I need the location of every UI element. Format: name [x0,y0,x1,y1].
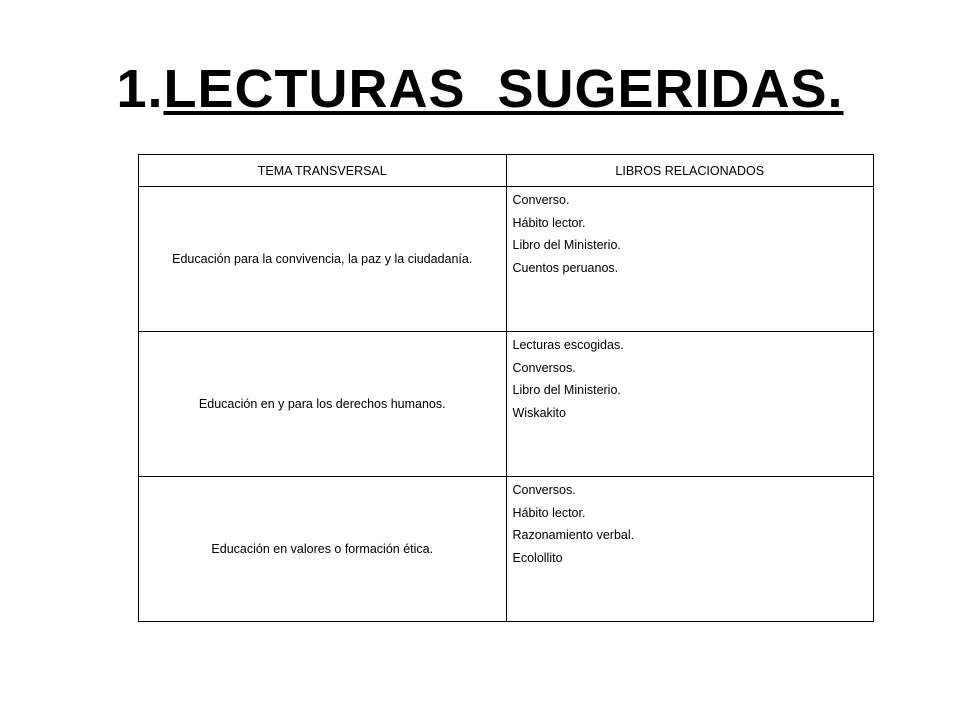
table-row [139,332,874,477]
book-item: Razonamiento verbal. [512,528,635,542]
slide-title [0,50,960,128]
table-row [139,187,874,332]
topic-cell: Educación en y para los derechos humanos. [139,332,507,477]
readings-table [138,154,874,622]
book-item: Libro del Ministerio. [512,383,621,397]
book-item: Cuentos peruanos. [512,260,619,275]
books-cell [506,332,874,477]
title-text: LECTURAS SUGERIDAS. [163,59,844,119]
topic-cell: Educación en valores o formación ética. [139,477,507,622]
table-row [139,477,874,622]
book-item: Wiskakito [512,405,566,420]
table-header-row [139,155,874,187]
book-item: Lecturas escogidas. [512,338,624,352]
header-related-books: LIBROS RELACIONADOS [506,155,874,187]
book-item: Hábito lector. [512,215,586,230]
books-cell [506,477,874,622]
book-item: Conversos. [512,483,576,497]
title-number: 1. [116,59,164,119]
topic-cell: Educación para la convivencia, la paz y la ciudadanía. [139,187,507,332]
header-transversal-topic: TEMA TRANSVERSAL [139,155,507,187]
book-item: Hábito lector. [512,505,586,520]
book-item: Converso. [512,193,570,207]
book-item: Libro del Ministerio. [512,238,621,252]
books-cell [506,187,874,332]
book-item: Conversos. [512,360,576,375]
book-item: Ecolollito [512,550,563,565]
